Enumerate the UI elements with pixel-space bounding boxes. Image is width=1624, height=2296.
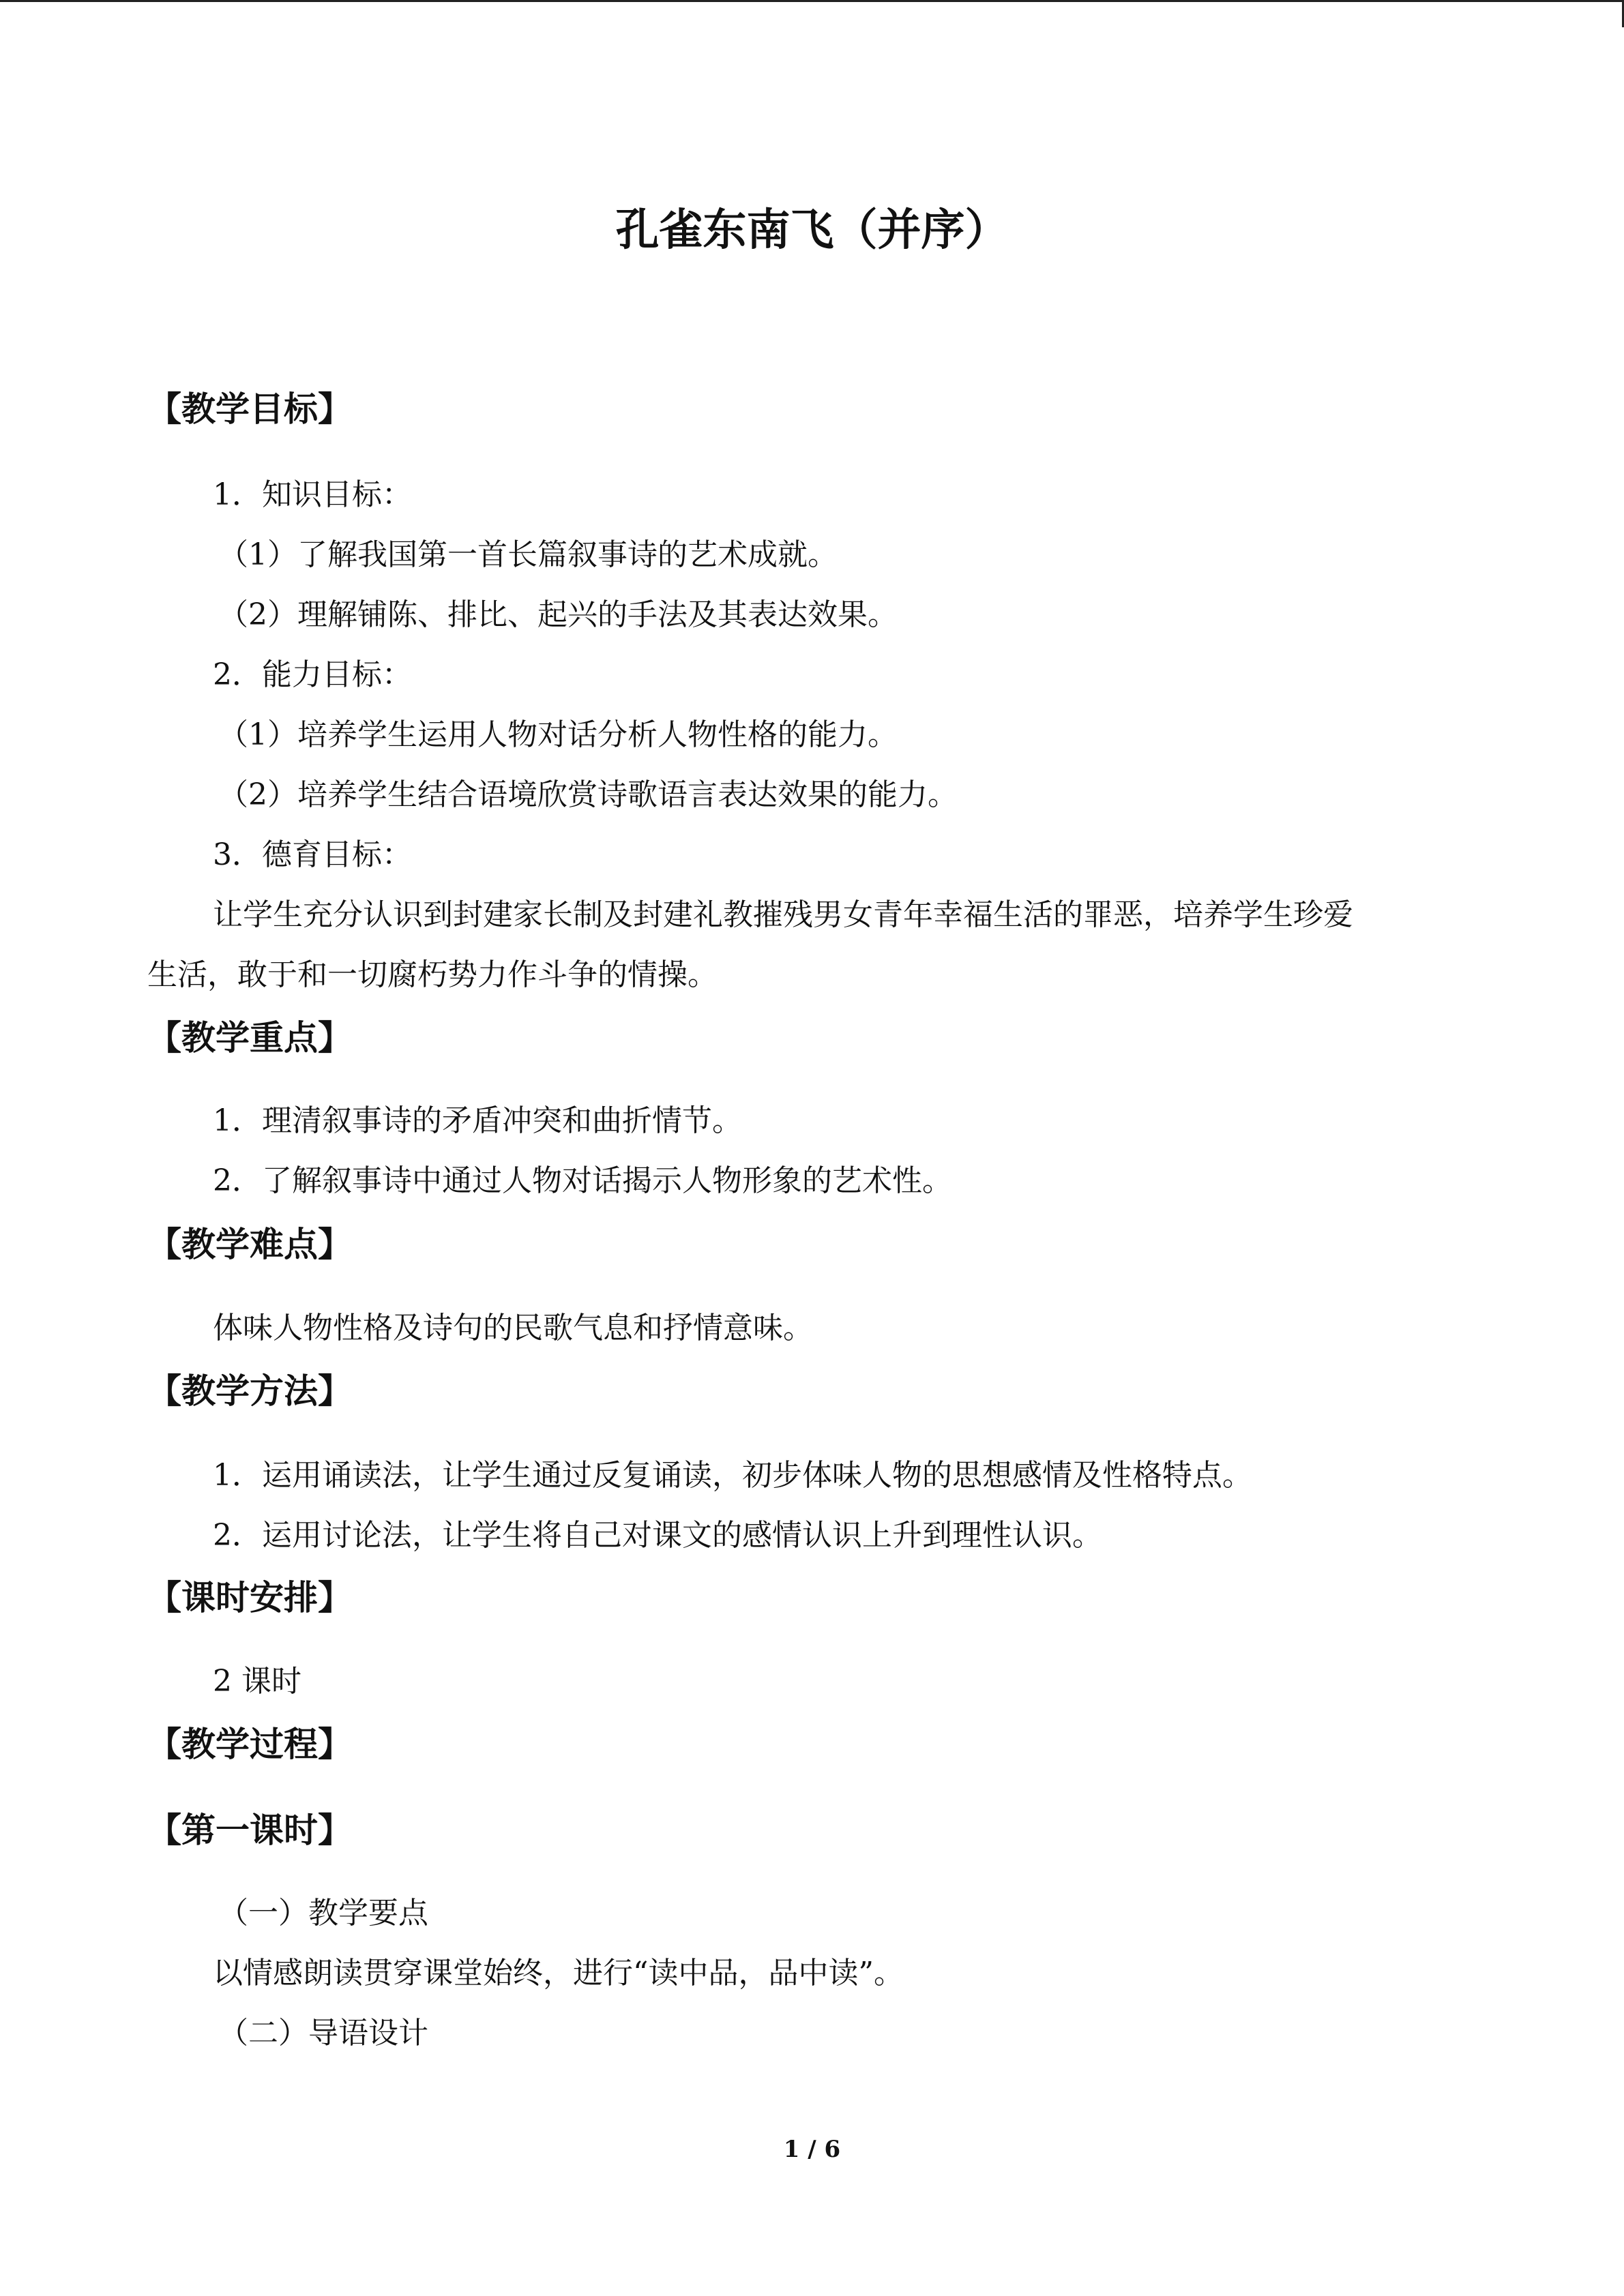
page-number: 1 / 6 xyxy=(783,2136,841,2163)
objective-line: 生活，敢于和一切腐朽势力作斗争的情操。 xyxy=(147,957,718,992)
first-lesson-line: （二）导语设计 xyxy=(218,2016,428,2051)
objective-line: （2）理解铺陈、排比、起兴的手法及其表达效果。 xyxy=(218,597,898,632)
objective-line: （1）了解我国第一首长篇叙事诗的艺术成就。 xyxy=(218,537,838,572)
objective-line: （2）培养学生结合语境欣赏诗歌语言表达效果的能力。 xyxy=(218,777,958,812)
method-line: 2．运用讨论法，让学生将自己对课文的感情认识上升到理性认识。 xyxy=(213,1518,1102,1553)
objective-line: 3．德育目标： xyxy=(213,837,412,872)
heading-first-lesson: 【第一课时】 xyxy=(147,1810,352,1850)
schedule-line: 2 课时 xyxy=(213,1664,301,1699)
heading-process: 【教学过程】 xyxy=(147,1725,352,1764)
method-line: 1．运用诵读法，让学生通过反复诵读，初步体味人物的思想感情及性格特点。 xyxy=(213,1458,1252,1493)
heading-difficulties: 【教学难点】 xyxy=(147,1225,352,1264)
objective-line: 1．知识目标： xyxy=(213,477,412,512)
page-top-border xyxy=(0,0,1624,2)
objective-line: 2．能力目标： xyxy=(213,657,412,692)
heading-schedule: 【课时安排】 xyxy=(147,1578,352,1617)
document-title: 孔雀东南飞（并序） xyxy=(615,205,1009,256)
heading-key-points: 【教学重点】 xyxy=(147,1018,352,1058)
objective-line: （1）培养学生运用人物对话分析人物性格的能力。 xyxy=(218,717,898,752)
difficulty-line: 体味人物性格及诗句的民歌气息和抒情意味。 xyxy=(213,1311,813,1345)
first-lesson-line: （一）教学要点 xyxy=(218,1896,428,1930)
heading-methods: 【教学方法】 xyxy=(147,1371,352,1411)
key-point-line: 2．了解叙事诗中通过人物对话揭示人物形象的艺术性。 xyxy=(213,1163,952,1198)
heading-teaching-objectives: 【教学目标】 xyxy=(147,389,352,429)
objective-line: 让学生充分认识到封建家长制及封建礼教摧残男女青年幸福生活的罪恶，培养学生珍爱 xyxy=(213,897,1353,932)
key-point-line: 1．理清叙事诗的矛盾冲突和曲折情节。 xyxy=(213,1103,742,1138)
first-lesson-line: 以情感朗读贯穿课堂始终，进行“读中品，品中读”。 xyxy=(213,1956,904,1991)
